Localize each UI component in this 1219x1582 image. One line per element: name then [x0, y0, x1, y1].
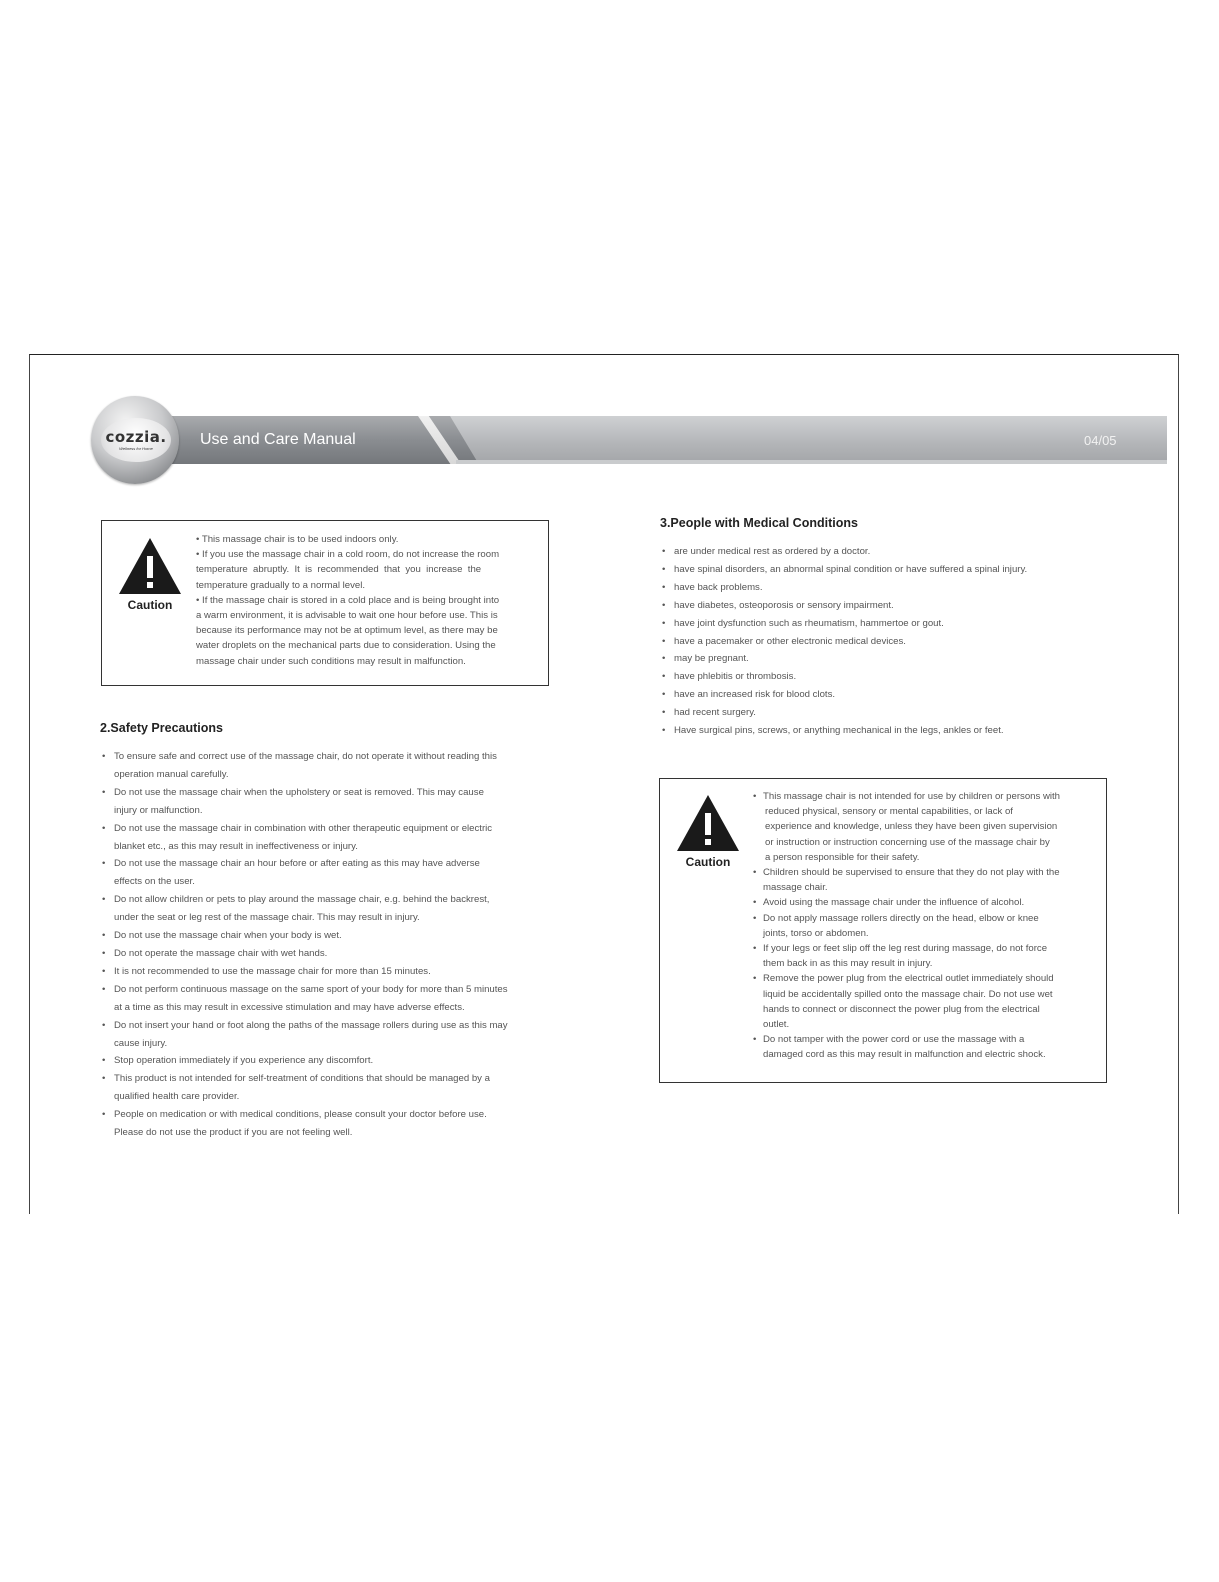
caution-line: • If you use the massage chair in a cold room, do not increase the room — [196, 549, 500, 561]
caution-line: temperature gradually to a normal level. — [196, 579, 366, 591]
list-item: • Do not operate the massage chair with wet hands. — [101, 945, 561, 963]
list-item: • have phlebitis or thrombosis. — [661, 668, 1101, 686]
caution-line: • This massage chair is to be used indoors only. — [196, 534, 399, 545]
caution-line: • If the massage chair is stored in a cold place and is being brought into — [196, 594, 500, 606]
list-item: • Avoid using the massage chair under the influence of alcohol. — [753, 895, 1098, 910]
list-item: • are under medical rest as ordered by a doctor. — [661, 543, 1101, 561]
section-heading-medical: 3.People with Medical Conditions — [660, 516, 858, 530]
caution-line: a warm environment, it is advisable to wait one hour before use. This is — [196, 610, 498, 622]
caution-label: Caution — [127, 598, 173, 612]
list-item: • have diabetes, osteoporosis or sensory impairment. — [661, 597, 1101, 615]
list-item: • This massage chair is not intended for use by children or persons with reduced physical, sensory or mental capabilities, or lack of experience and knowledge, unless they have been given supervision or instruction or instruction concerning use of the massage chair by a person responsible for their safety. — [753, 789, 1098, 865]
list-item: • Do not use the massage chair when the upholstery or seat is removed. This may cause injury or malfunction. — [101, 784, 561, 820]
list-item: • Have surgical pins, screws, or anything mechanical in the legs, ankles or feet. — [661, 722, 1101, 740]
list-item: • To ensure safe and correct use of the massage chair, do not operate it without reading this operation manual carefully. — [101, 748, 561, 784]
medical-conditions-list — [661, 543, 1101, 740]
caution-text — [196, 532, 532, 669]
page-number: 04/05 — [1084, 433, 1117, 448]
list-item: • This product is not intended for self-treatment of conditions that should be managed by a qualified health care provider. — [101, 1070, 561, 1106]
list-item: • have back problems. — [661, 579, 1101, 597]
manual-title: Use and Care Manual — [200, 431, 356, 448]
caution-line: massage chair under such conditions may result in malfunction. — [196, 655, 466, 667]
list-item: • People on medication or with medical conditions, please consult your doctor before use. Please do not use the product if you are not feeling well. — [101, 1106, 561, 1142]
caution-list — [753, 789, 1098, 1063]
safety-list — [101, 748, 561, 1142]
list-item: • have a pacemaker or other electronic medical devices. — [661, 633, 1101, 651]
header-underline — [456, 460, 1167, 464]
caution-line: water droplets on the mechanical parts due to consideration. Using the — [196, 640, 496, 652]
list-item: • Remove the power plug from the electrical outlet immediately should liquid be accidentally spilled onto the massage chair. Do not use wet hands to connect or disconnect the power plug from the electrical outlet. — [753, 971, 1098, 1032]
warning-triangle-icon — [117, 536, 183, 596]
list-item: • If your legs or feet slip off the leg rest during massage, do not force them back in as this may result in injury. — [753, 941, 1098, 971]
brand-tagline: Wellness for Home — [119, 446, 153, 451]
caution-line: because its performance may not be at optimum level, as there may be — [196, 625, 498, 637]
list-item: • Do not insert your hand or foot along the paths of the massage rollers during use as this may cause injury. — [101, 1017, 561, 1053]
list-item: • Do not allow children or pets to play around the massage chair, e.g. behind the backrest, under the seat or leg rest of the massage chair. This may result in injury. — [101, 891, 561, 927]
list-item: • Children should be supervised to ensure that they do not play with the massage chair. — [753, 865, 1098, 895]
list-item: • Do not apply massage rollers directly on the head, elbow or knee joints, torso or abdomen. — [753, 911, 1098, 941]
list-item: • have joint dysfunction such as rheumatism, hammertoe or gout. — [661, 615, 1101, 633]
list-item: • Do not use the massage chair in combination with other therapeutic equipment or electric blanket etc., as this may result in ineffectiveness or injury. — [101, 820, 561, 856]
list-item: • may be pregnant. — [661, 650, 1101, 668]
list-item: • Stop operation immediately if you experience any discomfort. — [101, 1052, 561, 1070]
list-item: • Do not perform continuous massage on the same sport of your body for more than 5 minutes at a time as this may result in excessive stimulation and may have adverse effects. — [101, 981, 561, 1017]
list-item: • It is not recommended to use the massage chair for more than 15 minutes. — [101, 963, 561, 981]
list-item: • Do not use the massage chair an hour before or after eating as this may have adverse effects on the user. — [101, 855, 561, 891]
caution-label: Caution — [685, 855, 731, 869]
caution-line: temperature abruptly. It is recommended that you increase the — [196, 564, 482, 576]
header-shine — [450, 416, 1167, 464]
list-item: • have an increased risk for blood clots. — [661, 686, 1101, 704]
list-item: • Do not tamper with the power cord or use the massage with a damaged cord as this may result in malfunction and electric shock. — [753, 1032, 1098, 1062]
warning-triangle-icon — [675, 793, 741, 853]
section-heading-safety: 2.Safety Precautions — [100, 721, 223, 735]
list-item: • Do not use the massage chair when your body is wet. — [101, 927, 561, 945]
brand-name: cozzia. — [105, 428, 167, 446]
list-item: • had recent surgery. — [661, 704, 1101, 722]
list-item: • have spinal disorders, an abnormal spinal condition or have suffered a spinal injury. — [661, 561, 1101, 579]
